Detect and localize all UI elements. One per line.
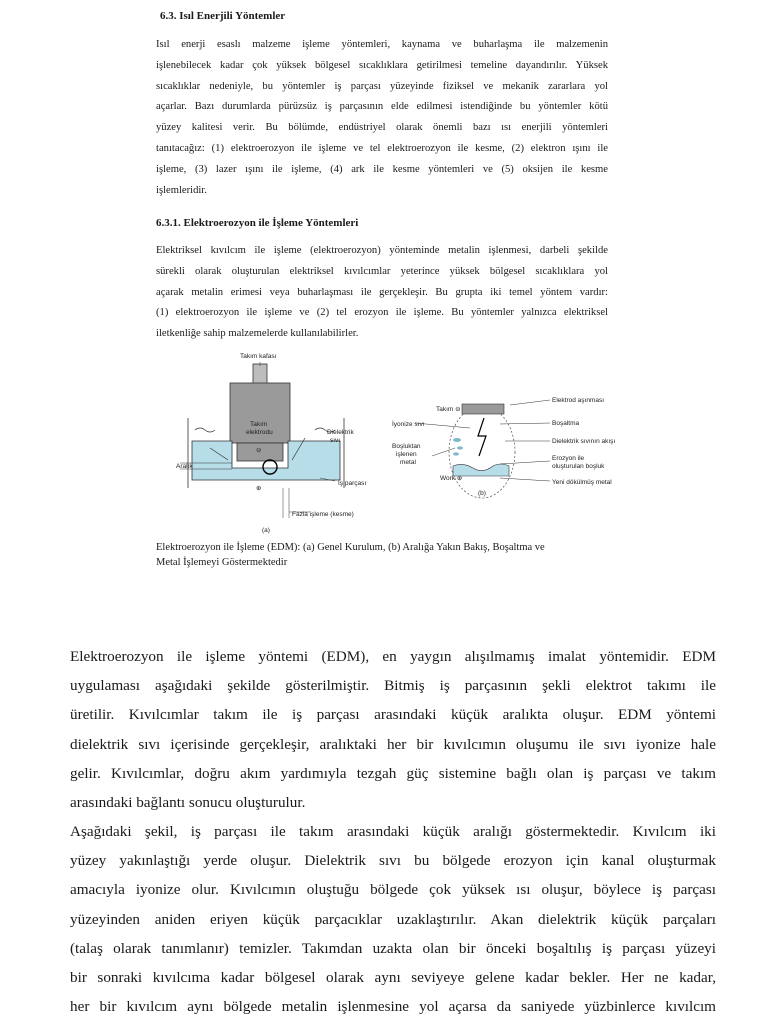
label-tool-head: Takım kafası xyxy=(240,353,277,360)
paragraph-line: açarlar. Bazı durumlarda pürüzsüz iş parçasının elde edilmesi istendiğinde bu yöntemler kötü xyxy=(156,101,608,113)
body-line: dielektrik sıvı içerisinde gerçekleşir, aralıktaki her bir kıvılcımın oluşumu ile sıvı iyonize hale xyxy=(70,735,716,753)
figure-tag-b: (b) xyxy=(478,490,486,497)
section-title: 6.3. Isıl Enerjili Yöntemler xyxy=(160,10,286,22)
label-tool-electrode: Takım xyxy=(250,421,268,428)
figure-part-a xyxy=(176,353,366,534)
label-dielectric: Dielektrik xyxy=(327,429,354,436)
label-electrode-wear: Elektrod aşınması xyxy=(552,397,605,404)
paragraph-line: sıcaklıklar nedeniyle, bu yöntemler iş parçası yüzeyinde fiziksel ve mekanik zararlara yol xyxy=(156,80,608,92)
label-dielectric-flow: Dielektrik sıvının akışı xyxy=(552,438,616,445)
label-gap: Aralık xyxy=(176,463,193,470)
label-erosion: Erozyon ile xyxy=(552,455,585,462)
label-dielectric: sıvı xyxy=(330,437,341,444)
paragraph-line: işleme, (3) lazer ışını ile işleme, (4) ark ile kesme yöntemleri ve (5) oksijen ile kesme xyxy=(156,163,608,175)
caption-line: Elektroerozyon ile İşleme (EDM): (a) Genel Kurulum, (b) Aralığa Yakın Bakış, Boşaltma ve xyxy=(156,542,545,553)
paragraph-line: Isıl enerji esaslı malzeme işleme yöntemleri, kaynama ve buharlaşma ile malzemenin xyxy=(156,39,608,50)
label-tool-electrode: elektrodu xyxy=(246,429,273,436)
body-line: Elektroerozyon ile işleme yöntemi (EDM), en yaygın alışılmamış imalat yöntemidir. EDM xyxy=(70,648,716,665)
label-cavity: işlenen xyxy=(396,451,417,458)
paragraph-line: yüzey kalitesi verir. Bu bölümde, endüstriyel olarak önemli bazı ısı enerjili yöntemleri xyxy=(156,122,608,134)
caption-line: Metal İşlemeyi Göstermektedir xyxy=(156,557,288,568)
subsection-paragraph xyxy=(156,241,608,345)
figure-tag-a: (a) xyxy=(262,527,270,534)
body-line: üretilir. Kıvılcımlar takım ile iş parçası arasındaki küçük aralıkta oluşur. EDM yöntemi xyxy=(70,706,716,724)
body-line: bir sonraki kıvılcıma kadar bölgesel olarak aynı seviyeye gelene kadar bekler. Her ne kadar, xyxy=(70,968,716,986)
paragraph-line: işlemleridir. xyxy=(156,184,207,196)
section-paragraph xyxy=(156,35,608,201)
paragraph-line: sürekli olarak oluşturulan elektriksel kıvılcımlar yeterince yüksek bölgesel sıcaklıklara yol xyxy=(156,265,608,277)
paragraph-line: işlenebilecek kadar çok yüksek bölgesel sıcaklıklara getirilmesi temeline dayandırılır. Yüksek xyxy=(156,59,608,71)
label-workpiece: İş parçası xyxy=(338,480,367,487)
label-work: Work ⊕ xyxy=(440,475,463,482)
label-ionized: İyonize sıvı xyxy=(392,421,425,428)
subsection-title: 6.3.1. Elektroerozyon ile İşleme Yöntemleri xyxy=(156,217,359,229)
label-overcut: Fazla işleme (kesme) xyxy=(292,511,354,518)
label-tool-b: Takım ⊖ xyxy=(436,406,461,413)
body-line: yüzey yakınlaştığı yerde oluşur. Dielektrik sıvı bu bölgede erozyon için kanal oluşturmak xyxy=(70,852,716,870)
label-cavity: metal xyxy=(400,459,416,466)
body-line: her bir kıvılcım aynı bölgede metalin işlenmesine yol açarsa da saniyede yüzbinlerce kıvılcım xyxy=(70,998,716,1016)
label-resolidified: Yeni dökülmüş metal xyxy=(552,479,612,486)
paragraph-line: tanıtacağız: (1) elektroerozyon ile işleme ve tel elektroerozyon ile kesme, (2) elektron ışını ile xyxy=(156,142,608,154)
paragraph-line: Elektriksel kıvılcım ile işleme (elektroerozyon) yönteminde metalin işlenmesi, darbeli şekilde xyxy=(156,245,608,256)
body-line: gelir. Kıvılcımlar, doğru akım yardımıyla tezgah güç sistemine bağlı olan iş parçası ve takım xyxy=(70,764,716,782)
closeup-ellipse xyxy=(449,406,515,498)
label-cavity: Boşluktan xyxy=(392,443,421,450)
paragraph-line: (1) elektroerozyon ile işleme ve (2) tel erozyon ile işleme. Bu yöntemler yalnızca elektriksel xyxy=(156,307,608,319)
figure-caption xyxy=(156,540,616,570)
body-line: arasındaki bağlantı sonucu oluşturulur. xyxy=(70,793,306,811)
paragraph-line: açarak metalin erimesi veya buharlaşması ile gerçekleşir. Bu grupta iki temel yöntem vardır: xyxy=(156,286,608,298)
body-paragraph-2 xyxy=(70,817,716,1021)
label-erosion: oluşturulan boşluk xyxy=(552,463,605,470)
label-discharge: Boşaltma xyxy=(552,420,580,427)
body-line: Aşağıdaki şekil, iş parçası ile takım arasındaki küçük aralığı göstermektedir. Kıvılcım iki xyxy=(70,823,716,840)
body-line: amacıyla iyonize olur. Kıvılcımın oluştuğu bölgede çok yüksek ısı oluşur, böylece iş parçası xyxy=(70,881,716,899)
body-line: (talaş olarak tanımlanır) temizler. Takımdan uzakta olan bir önceki boşaltılış iş parçası yüzeyi xyxy=(70,939,716,957)
body-line: yüzeyinden aniden eriyen küçük parçacıklar uzaklaştırılır. Akan dielektrik küçük parçaları xyxy=(70,910,716,928)
edm-figure xyxy=(170,348,620,538)
label-minus-sign: ⊖ xyxy=(256,447,262,454)
spark-icon xyxy=(478,418,486,456)
label-plus-sign: ⊕ xyxy=(256,485,262,492)
body-line: uygulaması aşağıdaki şekilde gösterilmiştir. Bitmiş iş parçasının şekli elektrot takımı ile xyxy=(70,677,716,695)
body-paragraph-1 xyxy=(70,642,716,817)
figure-part-b xyxy=(392,397,615,498)
paragraph-line: iletkenliğe sahip malzemelerde kullanılabilirler. xyxy=(156,328,359,340)
